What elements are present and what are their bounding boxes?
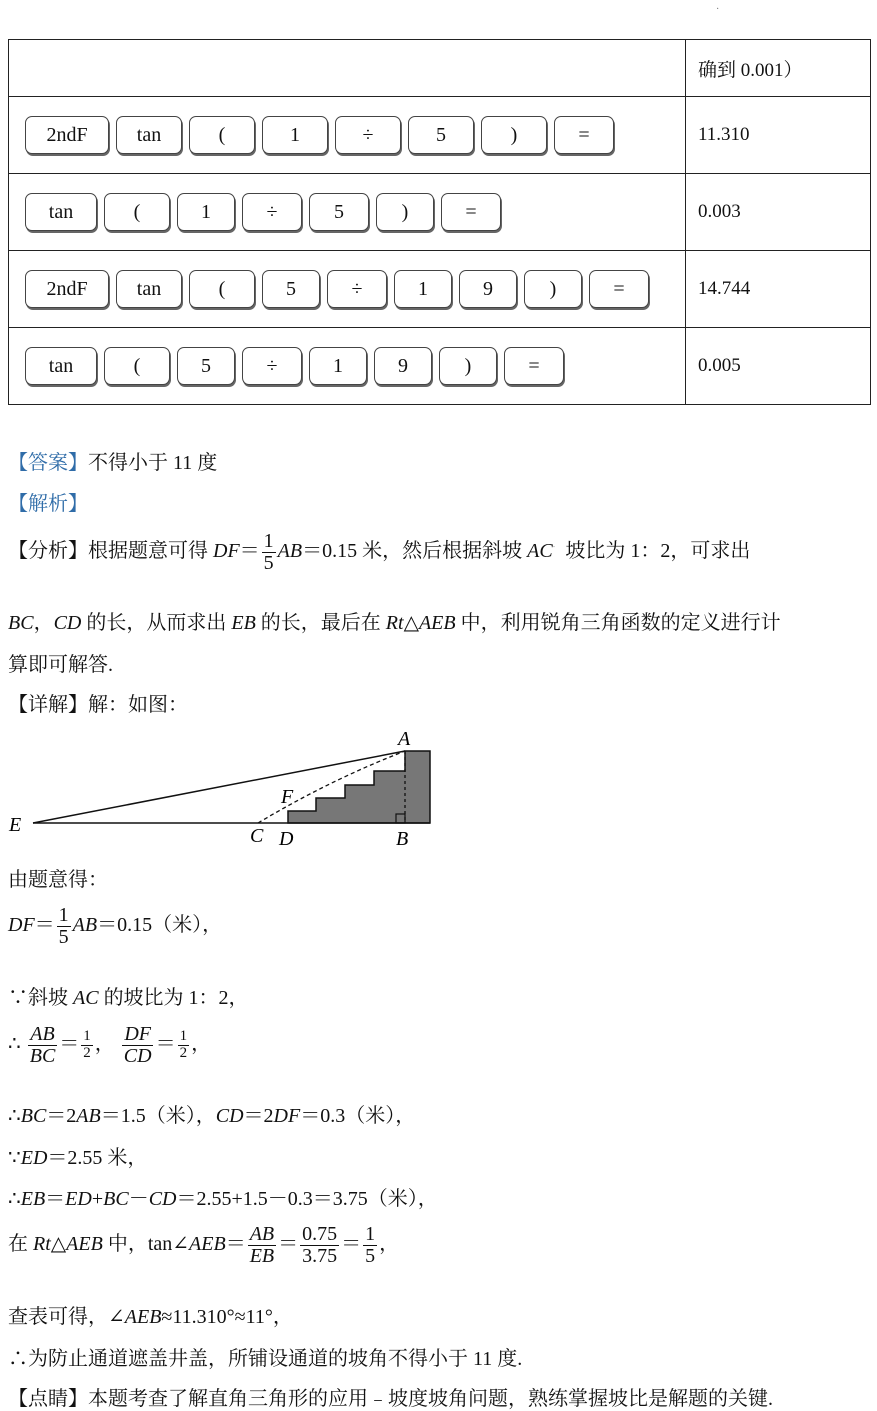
text: ＝1.5（米）， (100, 1105, 216, 1127)
numerator: 1 (179, 1028, 188, 1045)
var: AC (73, 987, 99, 1009)
solution-line-1: 由题意得： (8, 869, 108, 891)
solution-line-10: ∴为防止通道遮盖井盖，所铺设通道的坡角不得小于 11 度. (8, 1348, 523, 1370)
text: ＝2.55+1.5－0.3＝3.75（米）， (176, 1188, 438, 1210)
var: AC (527, 540, 553, 563)
denominator: 5 (58, 926, 69, 948)
solution-line-8 (8, 1224, 399, 1267)
text: ＝ (34, 914, 55, 937)
dianjing-tag: 【点睛】 (8, 1388, 88, 1410)
key-sequence (9, 116, 685, 154)
var: Rt (385, 612, 404, 634)
solution-line-3 (8, 981, 249, 1010)
result-cell: 14.744 (686, 251, 871, 328)
key-open-paren: ( (189, 116, 255, 154)
var: AEB (66, 1233, 103, 1256)
table-header-row (9, 40, 871, 97)
text: － (128, 1188, 149, 1210)
key-close-paren: ) (376, 193, 434, 231)
denominator: 5 (365, 1245, 376, 1267)
text: ＝0.3（米）， (300, 1105, 416, 1127)
text: ， (33, 612, 54, 634)
var: AEB (124, 1306, 162, 1328)
var: CD (53, 612, 82, 634)
slope-diagram (0, 725, 440, 855)
key-digit: 5 (408, 116, 474, 154)
denominator: 2 (83, 1045, 91, 1061)
text: ＝ (239, 540, 260, 563)
label-d: D (279, 828, 294, 850)
denominator: 3.75 (302, 1245, 338, 1267)
key-digit: 9 (374, 347, 432, 385)
key-sequence (9, 193, 685, 231)
denominator: 5 (263, 552, 274, 574)
label-b: B (396, 828, 409, 850)
key-tan: tan (116, 116, 182, 154)
key-digit: 9 (459, 270, 517, 308)
key-sequence (9, 270, 685, 308)
numerator: 1 (83, 1028, 91, 1045)
text: 中，tan∠ (102, 1233, 190, 1256)
key-2ndf: 2ndF (25, 116, 109, 154)
text: ≈11.310°≈11°， (161, 1306, 293, 1328)
key-open-paren: ( (189, 270, 255, 308)
text: + (91, 1188, 104, 1210)
var: EB (20, 1188, 46, 1210)
key-tan: tan (25, 347, 97, 385)
text: ＝ (45, 1188, 66, 1210)
key-digit: 1 (394, 270, 452, 308)
var: Rt (33, 1233, 51, 1256)
numerator: AB (30, 1023, 55, 1045)
fraction (363, 1224, 377, 1267)
key-digit: 1 (177, 193, 235, 231)
calculator-table (8, 39, 871, 405)
analysis-tag: 【解析】 (8, 493, 88, 515)
text: ， (94, 1033, 115, 1056)
solution-line-6 (8, 1141, 147, 1170)
key-equals: = (589, 270, 649, 308)
var: ED (20, 1147, 48, 1169)
fraction (262, 531, 276, 574)
key-divide: ÷ (242, 193, 302, 231)
text: △ (50, 1233, 67, 1256)
fraction (57, 905, 71, 948)
fraction (28, 1024, 58, 1067)
text: ＝0.15 米，然后根据斜坡 (302, 540, 528, 563)
var: DF (213, 540, 240, 563)
text: 的长，最后在 (255, 612, 386, 634)
numerator: 1 (263, 530, 274, 552)
text: ＝ (155, 1033, 176, 1056)
key-digit: 1 (262, 116, 328, 154)
text: 坡比为 1：2，可求出 (565, 540, 751, 563)
text: ＝ (341, 1233, 362, 1256)
text: ＝ (225, 1233, 246, 1256)
key-open-paren: ( (104, 193, 170, 231)
text: 根据题意可得 (88, 540, 213, 563)
text: 查表可得，∠ (8, 1306, 125, 1328)
text: 中，利用锐角三角函数的定义进行计 (455, 612, 781, 634)
key-divide: ÷ (327, 270, 387, 308)
numerator: AB (249, 1223, 275, 1245)
var: AB (72, 914, 98, 937)
key-digit: 5 (262, 270, 320, 308)
solution-line-11 (8, 1382, 773, 1411)
header-result-cell: 确到 0.001） (686, 40, 871, 97)
solution-line-4 (8, 1024, 211, 1067)
stray-mark: · (716, 4, 720, 15)
text: ， (379, 1233, 400, 1256)
var: AB (76, 1105, 101, 1127)
fraction (300, 1224, 339, 1267)
fraction (178, 1029, 190, 1062)
text: 本题考查了解直角三角形的应用﹣坡度坡角问题，熟练掌握坡比是解题的关键. (88, 1388, 773, 1410)
text: △ (403, 612, 419, 634)
fenxi-tag: 【分析】 (8, 540, 88, 563)
key-digit: 5 (309, 193, 369, 231)
var: ED (65, 1188, 92, 1210)
text: ＝ (278, 1233, 299, 1256)
solution-line-9 (8, 1300, 293, 1329)
text: ＝ (59, 1033, 80, 1056)
var: DF (273, 1105, 301, 1127)
key-equals: = (504, 347, 564, 385)
text: 在 (8, 1233, 33, 1256)
fenxi-line-1 (8, 531, 750, 574)
result-cell: 0.005 (686, 328, 871, 405)
staircase-shape (288, 751, 430, 823)
text: ＝2.55 米， (47, 1147, 148, 1169)
text: ∵斜坡 (8, 987, 73, 1009)
table-row (9, 97, 871, 174)
var: AEB (418, 612, 456, 634)
solution-line-2 (8, 905, 222, 948)
fenxi-line-3: 算即可解答. (8, 654, 113, 676)
fraction (122, 1024, 154, 1067)
var: BC (8, 612, 34, 634)
xiangjie-tag: 【详解】 (8, 694, 88, 716)
var: CD (148, 1188, 177, 1210)
key-divide: ÷ (242, 347, 302, 385)
key-close-paren: ) (524, 270, 582, 308)
numerator: 1 (58, 904, 69, 926)
table-row (9, 174, 871, 251)
text: ＝2 (46, 1105, 77, 1127)
result-cell: 11.310 (686, 97, 871, 174)
key-2ndf: 2ndF (25, 270, 109, 308)
numerator: DF (124, 1023, 152, 1045)
key-open-paren: ( (104, 347, 170, 385)
text: ∵ (8, 1147, 21, 1169)
denominator: EB (249, 1245, 275, 1267)
fenxi-line-2 (8, 606, 781, 635)
text: ＝2 (243, 1105, 274, 1127)
label-f: F (281, 786, 294, 808)
key-tan: tan (25, 193, 97, 231)
solution-line-7 (8, 1182, 438, 1211)
var: EB (231, 612, 256, 634)
xiangjie-line (8, 688, 188, 717)
key-tan: tan (116, 270, 182, 308)
fraction (248, 1224, 276, 1267)
result-cell: 0.003 (686, 174, 871, 251)
fraction (81, 1029, 93, 1062)
numerator: 1 (365, 1223, 376, 1245)
solution-line-5 (8, 1099, 415, 1128)
label-a: A (398, 728, 411, 750)
var: BC (20, 1105, 47, 1127)
answer-line (8, 446, 217, 475)
label-e: E (9, 814, 22, 836)
numerator: 0.75 (302, 1223, 338, 1245)
var: DF (8, 914, 35, 937)
denominator: 2 (179, 1045, 188, 1061)
text: 的坡比为 1：2， (98, 987, 249, 1009)
tiny-mark: ⋅ (552, 542, 556, 552)
denominator: BC (29, 1045, 56, 1067)
key-digit: 5 (177, 347, 235, 385)
text: 的长，从而求出 (81, 612, 232, 634)
denominator: CD (123, 1045, 152, 1067)
text: ， (191, 1033, 212, 1056)
var: AB (277, 540, 303, 563)
text: ＝0.15（米）， (97, 914, 223, 937)
table-row (9, 251, 871, 328)
key-equals: = (441, 193, 501, 231)
answer-tag: 【答案】 (8, 452, 88, 474)
key-close-paren: ) (439, 347, 497, 385)
key-divide: ÷ (335, 116, 401, 154)
text: 解：如图： (88, 694, 188, 716)
key-digit: 1 (309, 347, 367, 385)
text: ∴ (8, 1188, 21, 1210)
var: BC (103, 1188, 129, 1210)
header-keys-cell (9, 40, 686, 97)
key-close-paren: ) (481, 116, 547, 154)
table-row (9, 328, 871, 405)
answer-text: 不得小于 11 度 (88, 452, 218, 474)
text: ∴ (8, 1105, 21, 1127)
key-equals: = (554, 116, 614, 154)
key-sequence (9, 347, 685, 385)
var: CD (215, 1105, 244, 1127)
var: AEB (189, 1233, 226, 1256)
label-c: C (250, 825, 264, 847)
text: ∴ (8, 1033, 21, 1056)
analysis-heading (8, 487, 88, 516)
